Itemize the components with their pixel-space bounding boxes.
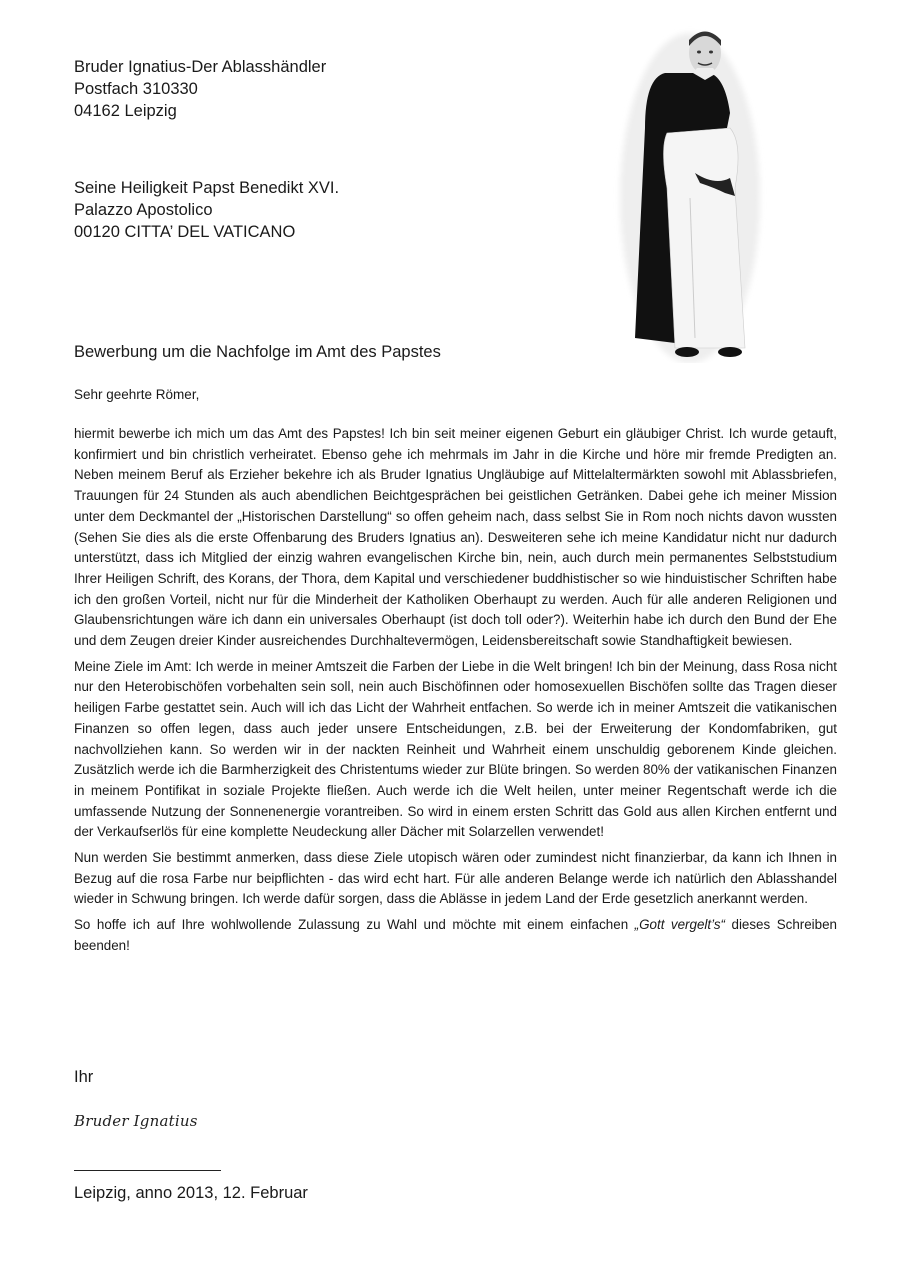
sender-address (74, 56, 326, 122)
letter-subject: Bewerbung um die Nachfolge im Amt des Papstes (74, 343, 441, 361)
recipient-city: 00120 CITTA’ DEL VATICANO (74, 223, 296, 241)
signature: Bruder Ignatius (74, 1112, 198, 1130)
final-text-before: So hoffe ich auf Ihre wohlwollende Zulassung zu Wahl und möchte mit einem einfachen (74, 917, 635, 933)
signature-line (74, 1170, 221, 1171)
recipient-address (74, 177, 339, 243)
paragraph-introduction: hiermit bewerbe ich mich um das Amt des Papstes! Ich bin seit meiner eigenen Geburt ein gläubiger Christ. Ich wurde getauft, konfirmiert und bin christlich verheiratet. Ebenso gehe ich mehrmals im Jahr in die Kirche und höre mir fremde Predigten an. Neben meinem Beruf als Erzieher bekehre ich als Bruder Ignatius Ungläubige auf Mittelaltermärkten sowohl mit Ablassbriefen, Trauungen für 24 Stunden als auch abendlichen Beichtgesprächen bei geistlichen Getränken. Dabei gehe ich meiner Mission unter dem Deckmantel der „Historischen Darstellung“ so offen geheim nach, dass selbst Sie in Rom noch nichts davon wussten (Sehen Sie dies als die erste Offenbarung des Bruders Ignatius an). Desweiteren sehe ich meine Kandidatur nicht nur dadurch unterstützt, dass ich Mitglied der einzig wahren evangelischen Kirche bin, nein, auch durch mein permanentes Selbststudium Ihrer Heiligen Schrift, des Korans, der Thora, dem Kapital und verschiedener buddhistischer so wie hinduistischer Schriften habe ich den großen Vorteil, nicht nur für die Minderheit der Katholiken Oberhaupt zu werden. Auch für alle anderen Religionen und Glaubensrichtungen wäre ich dann ein universales Oberhaupt (ist doch toll oder?). Weiterhin habe ich durch den Bund der Ehe und dem Zeugen dreier Kinder ausreichendes Durchhaltevermögen, Leidensbereitschaft sowie Standhaftigkeit bewiesen. (74, 426, 837, 649)
sender-po-box: Postfach 310330 (74, 80, 198, 98)
recipient-street: Palazzo Apostolico (74, 201, 213, 219)
paragraph-goals: Meine Ziele im Amt: Ich werde in meiner Amtszeit die Farben der Liebe in die Welt bringen! Ich bin der Meinung, dass Rosa nicht nur den Heterobischöfen vorbehalten sein soll, nein auch Bischöfinnen oder homosexuellen Bischöfen sollte das Tragen dieser heiligen Farbe gestattet sein. Auch will ich das Licht der Wahrheit entfachen. So werde ich in meiner Amtszeit die vatikanischen Finanzen so offen legen, dass auch jeder unsere Entscheidungen, z.B. bei der Erweiterung der Kondomfabriken, gut nachvollziehen kann. So werden wir in der nackten Reinheit und Wahrheit einem unschuldig geborenem Kinde gleichen. Zusätzlich werde ich die Barmherzigkeit des Christentums wieder zur Blüte bringen. So werden 80% der vatikanischen Finanzen in meinem Pontifikat in soziale Projekte fließen. Auch werde ich die Welt heilen, unter meiner Regentschaft werde ich die umfassende Nutzung der Sonnenenergie vorantreiben. So wird in einem ersten Schritt das Gold aus allen Kirchen entfernt und der Verkaufserlös für eine komplette Neudeckung aller Dächer mit Solarzellen verwendet! (74, 658, 837, 840)
final-quote: „Gott vergelt’s“ (634, 917, 725, 933)
closing: Ihr (74, 1068, 94, 1086)
paragraph-final (74, 915, 837, 956)
monk-photo-icon (605, 18, 775, 363)
paragraph-financing: Nun werden Sie bestimmt anmerken, dass diese Ziele utopisch wären oder zumindest nicht finanzierbar, da kann ich Ihnen in Bezug auf die rosa Farbe nur beipflichten - das wird echt hart. Für alle anderen Belange werde ich natürlich den Ablasshandel wieder in Schwung bringen. Ich werde dafür sorgen, dass die Ablässe in jedem Land der Erde gesetzlich anerkannt werden. (74, 850, 837, 907)
recipient-name: Seine Heiligkeit Papst Benedikt XVI. (74, 179, 340, 197)
letter-body (74, 424, 837, 962)
place-date: Leipzig, anno 2013, 12. Februar (74, 1184, 308, 1202)
final-text-after: dieses Schreiben beenden! (74, 917, 837, 953)
sender-city: 04162 Leipzig (74, 102, 177, 120)
salutation: Sehr geehrte Römer, (74, 387, 200, 402)
sender-name: Bruder Ignatius-Der Ablasshändler (74, 58, 327, 76)
monk-photo (605, 18, 775, 363)
